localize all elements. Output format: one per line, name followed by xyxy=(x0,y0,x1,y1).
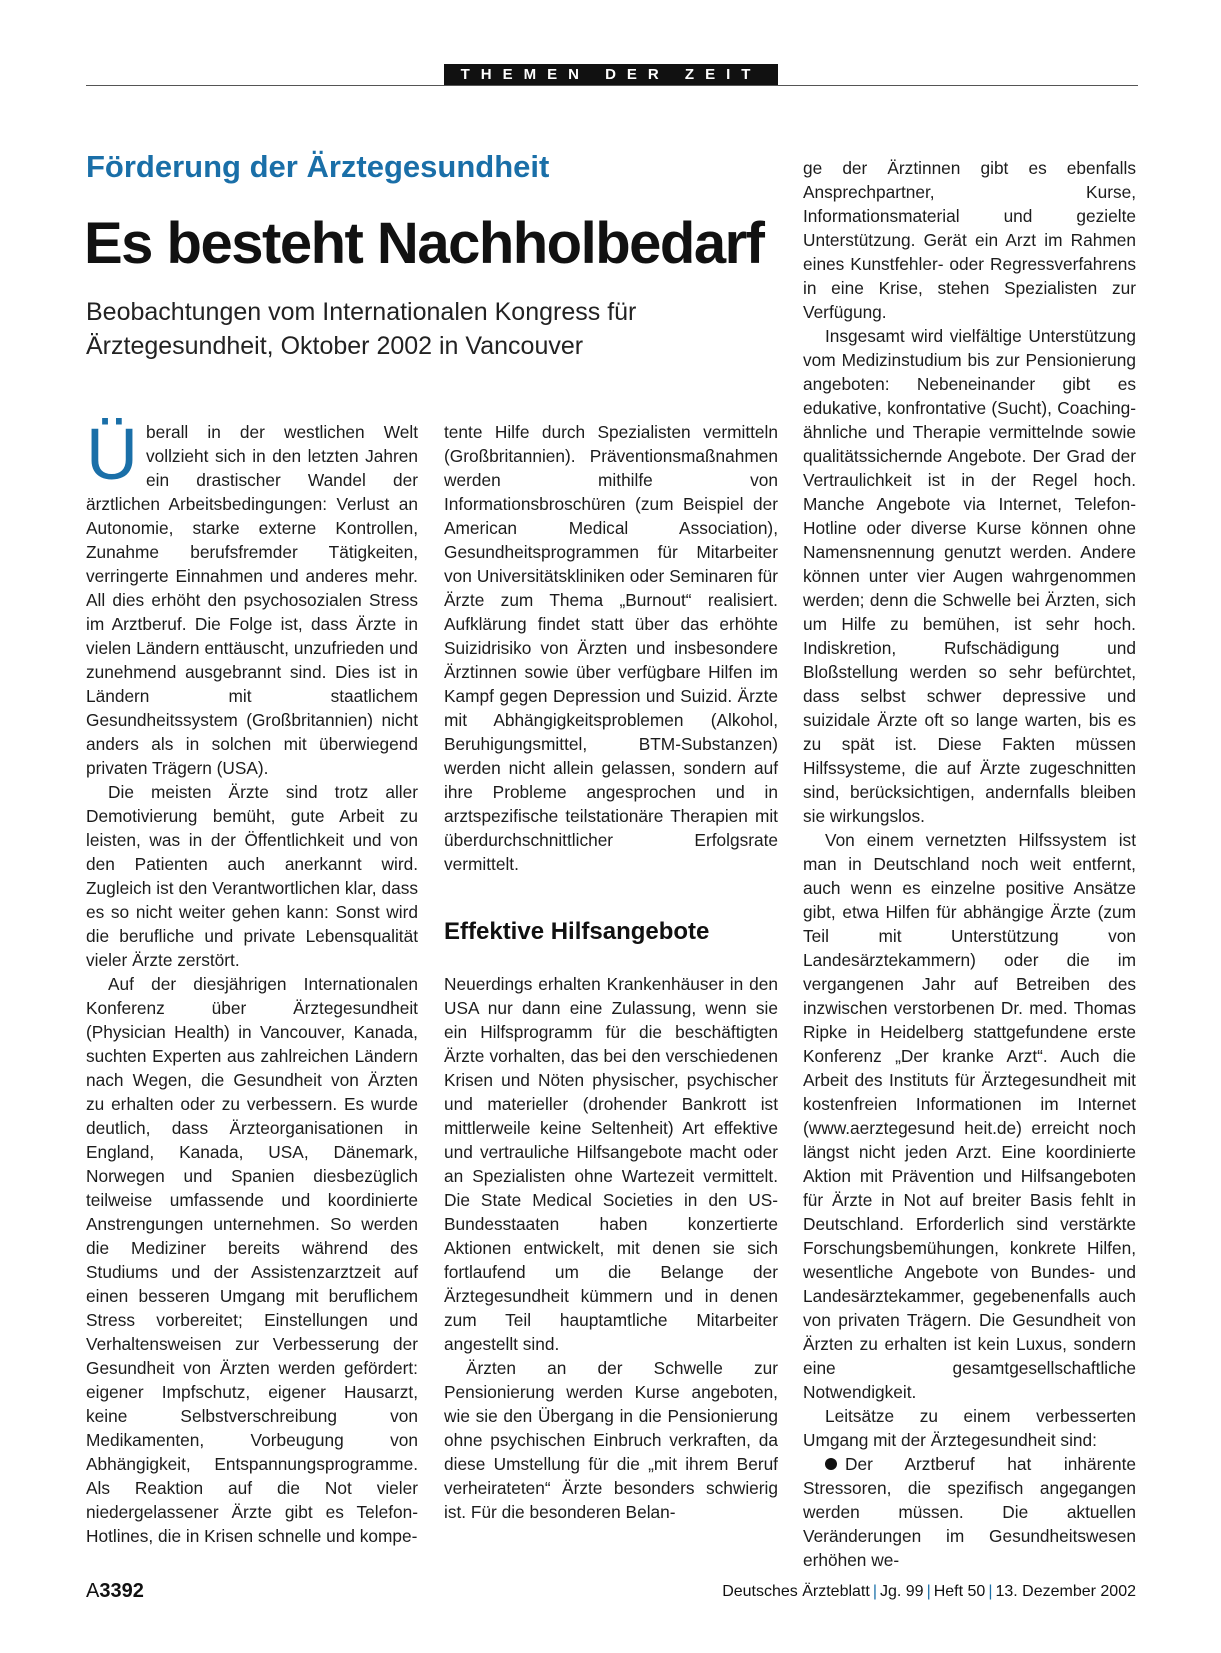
column-3 xyxy=(803,156,1136,1570)
journal-volume: Jg. 99 xyxy=(879,1583,924,1600)
page-number xyxy=(86,1580,144,1603)
paragraph: Neuerdings erhalten Krankenhäuser in den USA nur dann eine Zulassung, wenn sie ein Hilfsprogramm für die beschäftigten Ärzte vorhalten, das bei den verschiedenen Krisen und Nöten physischer, psychischer und materieller (drohender Bankrott ist mittlerweile keine Seltenheit) Art effektive und vertrauliche Hilfsangebote macht oder an Spezialisten ohne Wartezeit vermittelt. Die State Medical Societies in den US-Bundesstaaten haben konzertierte Aktionen entwickelt, mit denen sie sich fortlaufend um die Belange der Ärztegesundheit kümmern und in denen zum Teil hauptamtliche Mitarbeiter angestellt sind. xyxy=(444,974,778,1354)
column-1 xyxy=(86,415,418,1550)
paragraph xyxy=(86,415,418,780)
article-kicker: Förderung der Ärztegesundheit xyxy=(86,149,550,184)
paragraph: Auf der diesjährigen Internationalen Konferenz über Ärztegesundheit (Physician Health) in Vancouver, Kanada, suchten Experten aus zahlreichen Ländern nach Wegen, die Gesundheit von Ärzten zu erhalten oder zu verbessern. Es wurde deutlich, dass Ärzteorganisationen in England, Kanada, USA, Dänemark, Norwegen und Spanien diesbezüglich teilweise umfassende und koordinierte Anstrengungen unternehmen. So werden die Mediziner bereits während des Studiums und der Assistenzarztzeit auf einen besseren Umgang mit beruflichem Stress vorbereitet; Einstellungen und Verhaltensweisen zur Verbesserung der Gesundheit von Ärzten werden gefördert: eigener Impfschutz, eigener Hausarzt, keine Selbstverschreibung von Medikamenten, Vorbeugung von Abhängigkeit, Entspannungsprogramme. Als Reaktion auf die Not vieler niedergelassener Ärzte gibt es Telefon-Hotlines, die in Krisen schnelle und kompe- xyxy=(86,974,418,1546)
bullet-text: Der Arztberuf hat inhärente Stressoren, die spezifisch angegangen werden müssen. Die aktuellen Veränderungen im Gesundheitswesen erhöhen we- xyxy=(803,1454,1136,1570)
article-subtitle: Beobachtungen vom Internationalen Kongress für Ärztegesundheit, Oktober 2002 in Vancouver xyxy=(86,298,637,360)
section-label: THEMEN DER ZEIT xyxy=(444,64,778,86)
page-number-value: 3392 xyxy=(99,1580,144,1602)
article-title: Es besteht Nachholbedarf xyxy=(84,211,764,276)
paragraph: ge der Ärztinnen gibt es ebenfalls Ansprechpartner, Kurse, Informationsmaterial und gezielte Unterstützung. Gerät ein Arzt im Rahmen eines Kunstfehler- oder Regressverfahrens in eine Krise, stehen Spezialisten zur Verfügung. xyxy=(803,158,1136,322)
paragraph-text: berall in der westlichen Welt vollzieht sich in den letzten Jahren ein drastischer Wandel der ärztlichen Arbeitsbedingungen: Verlust an Autonomie, starke externe Kontrollen, Zunahme berufsfremder Tätigkeiten, verringerte Einnahmen und anderes mehr. All dies erhöht den psychosozialen Stress im Arztberuf. Die Folge ist, dass Ärzte in vielen Ländern enttäuscht, unzufrieden und zunehmend ausgebrannt sind. Dies ist in Ländern mit staatlichem Gesundheitssystem (Großbritannien) nicht anders als in solchen mit überwiegend privaten Trägern (USA). xyxy=(86,422,418,778)
paragraph: Die meisten Ärzte sind trotz aller Demotivierung bemüht, gute Arbeit zu leisten, was in der Öffentlichkeit und von den Patienten auch anerkannt wird. Zugleich ist den Verantwortlichen klar, dass es so nicht weiter gehen kann: Sonst wird die berufliche und private Lebensqualität vieler Ärzte zerstört. xyxy=(86,782,418,970)
bullet-item xyxy=(803,1452,1136,1572)
header-rule xyxy=(86,85,1138,86)
separator: | xyxy=(988,1583,993,1600)
separator: | xyxy=(926,1583,931,1600)
journal-name: Deutsches Ärzteblatt xyxy=(722,1583,870,1600)
paragraph: Insgesamt wird vielfältige Unterstützung vom Medizinstudium bis zur Pensionierung angeboten: Nebeneinander gibt es edukative, konfrontative (Sucht), Coaching-ähnliche und Therapie vermittelnde sowie qualitätssichernde Angebote. Der Grad der Vertraulichkeit ist in der Regel hoch. Manche Angebote via Internet, Telefon-Hotline oder diverse Kurse können ohne Namensnennung genutzt werden. Andere können unter vier Augen wahrgenommen werden; denn die Schwelle bei Ärzten, sich um Hilfe zu bemühen, ist sehr hoch. Indiskretion, Rufschädigung und Bloßstellung werden so sehr befürchtet, dass selbst schwer depressive und suizidale Ärzte oft so lange warten, bis es zu spät ist. Diese Fakten müssen Hilfssysteme, die auf Ärzte zugeschnitten sind, berücksichtigen, andernfalls bleiben sie wirkungslos. xyxy=(803,326,1136,826)
column-2 xyxy=(444,420,778,1550)
bullet-icon xyxy=(825,1458,837,1470)
drop-cap: Ü xyxy=(86,415,138,495)
separator: | xyxy=(872,1583,877,1600)
paragraph: Von einem vernetzten Hilfssystem ist man in Deutschland noch weit entfernt, auch wenn es einzelne positive Ansätze gibt, etwa Hilfen für abhängige Ärzte (zum Teil mit Unterstützung von Landesärztekammern) oder die im vergangenen Jahr auf Betreiben des inzwischen verstorbenen Dr. med. Thomas Ripke in Heidelberg stattgefundene erste Konferenz „Der kranke Arzt“. Auch die Arbeit des Instituts für Ärztegesundheit mit kostenfreien Informationen im Internet (www.aerztegesund heit.de) erreicht noch längst nicht jeden Arzt. Eine koordinierte Aktion mit Prävention und Hilfsangeboten für Ärzte in Not auf breiter Basis fehlt in Deutschland. Erforderlich sind verstärkte Forschungsbemühungen, konkrete Hilfen, wesentliche Angebote von Bundes- und Landesärztekammer, gegebenenfalls auch von privaten Trägern. Die Gesundheit von Ärzten zu erhalten ist kein Luxus, sondern eine gesamtgesellschaftliche Notwendigkeit. xyxy=(803,830,1136,1402)
journal-date: 13. Dezember 2002 xyxy=(995,1583,1136,1600)
journal-citation xyxy=(722,1583,1136,1601)
journal-issue: Heft 50 xyxy=(933,1583,986,1600)
paragraph: tente Hilfe durch Spezialisten vermitteln (Großbritannien). Präventionsmaßnahmen werden mithilfe von Informationsbroschüren (zum Beispiel der American Medical Association), Gesundheitsprogrammen für Mitarbeiter von Universitätskliniken oder Seminaren für Ärzte zum Thema „Burnout“ realisiert. Aufklärung findet statt über das erhöhte Suizidrisiko von Ärzten und insbesondere Ärztinnen sowie über verfügbare Hilfen im Kampf gegen Depression und Suizid. Ärzte mit Abhängigkeitsproblemen (Alkohol, Beruhigungsmittel, BTM-Substanzen) werden nicht allein gelassen, sondern auf ihre Probleme angesprochen und in arztspezifische teilstationäre Therapien mit überdurchschnittlicher Erfolgsrate vermittelt. xyxy=(444,422,778,874)
section-heading: Effektive Hilfsangebote xyxy=(444,918,710,945)
page-prefix: A xyxy=(86,1580,100,1602)
paragraph: Ärzten an der Schwelle zur Pensionierung werden Kurse angeboten, wie sie den Übergang in die Pensionierung ohne psychischen Einbruch verkraften, da diese Umstellung für die „mit ihrem Beruf verheirateten“ Ärzte besonders schwierig ist. Für die besonderen Belan- xyxy=(444,1358,778,1522)
paragraph: Leitsätze zu einem verbesserten Umgang mit der Ärztegesundheit sind: xyxy=(803,1406,1136,1450)
